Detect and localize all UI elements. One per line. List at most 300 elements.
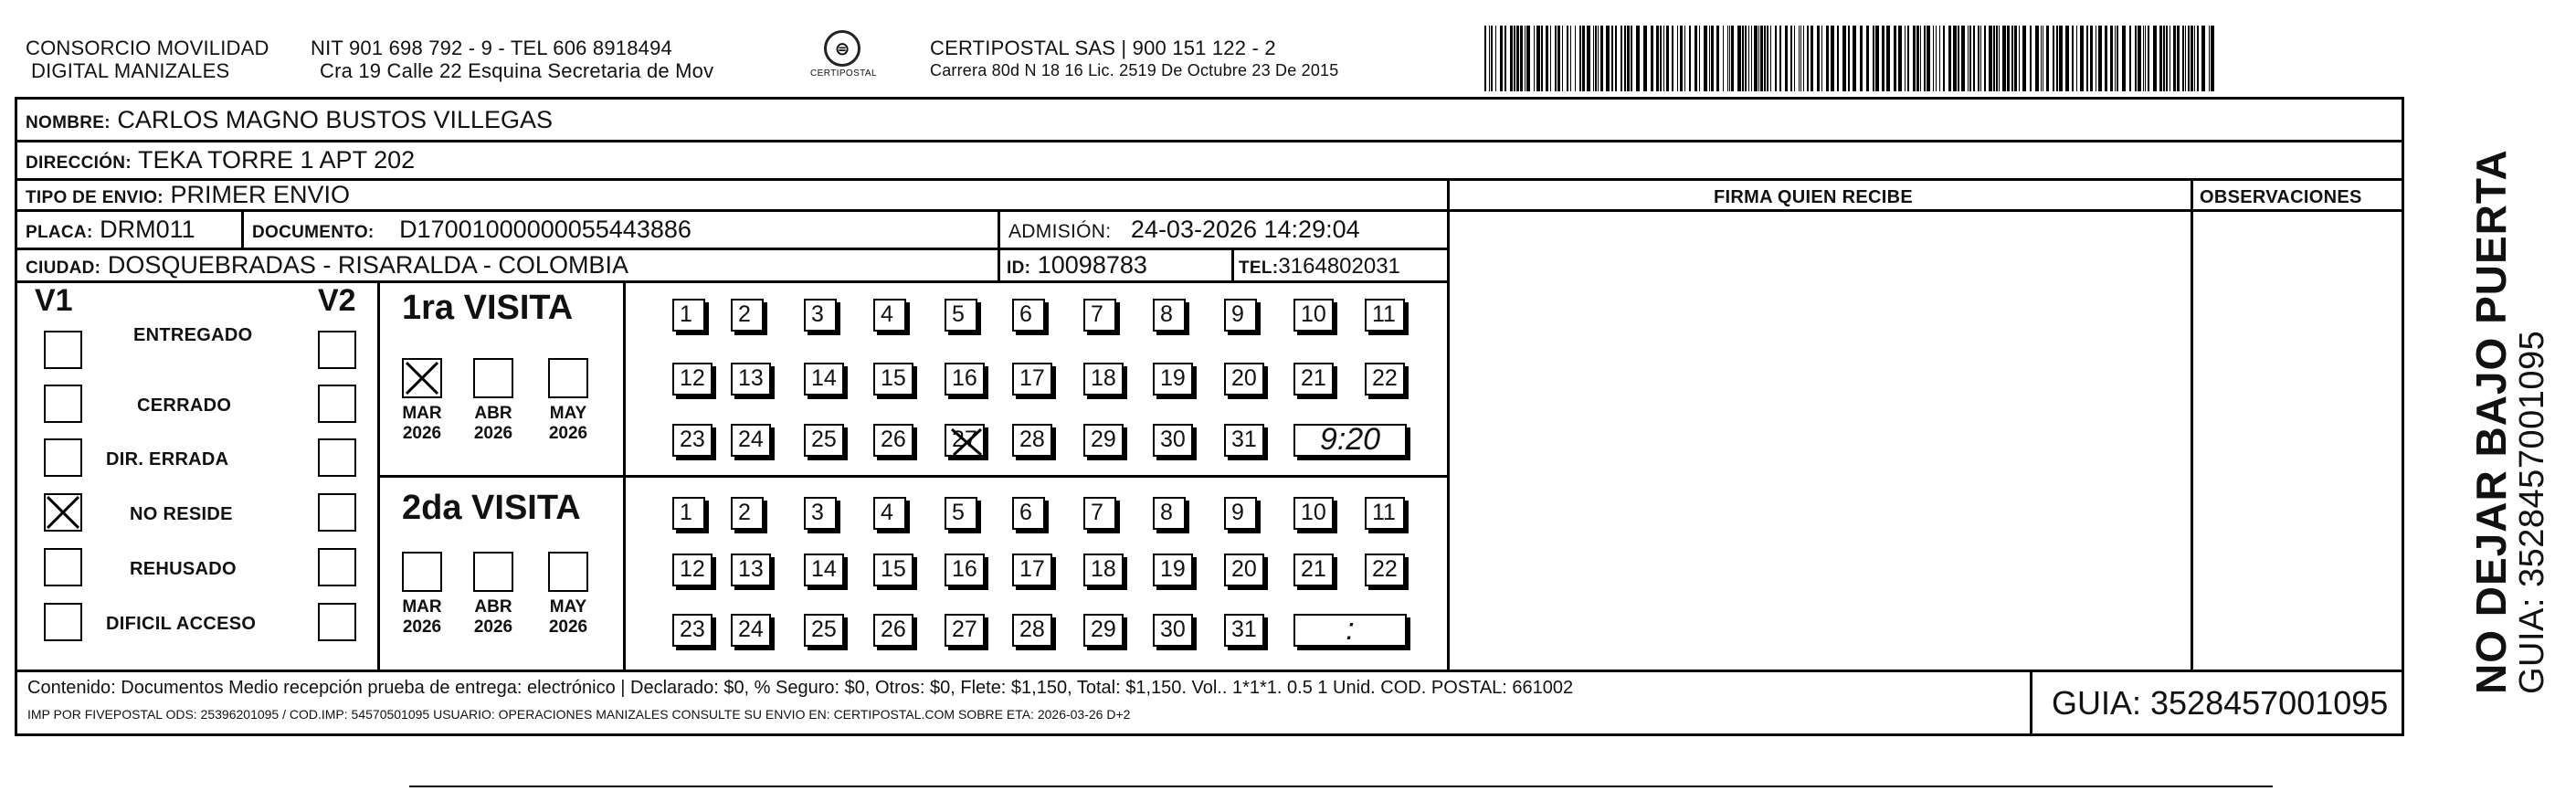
month-checkbox xyxy=(548,358,588,398)
barcode-bar xyxy=(2197,26,2199,91)
day-box: 15 xyxy=(873,554,913,586)
barcode-bar xyxy=(1656,26,1659,91)
issuer-address: Cra 19 Calle 22 Esquina Secretaria de Mov xyxy=(320,59,714,82)
v1-label: V1 xyxy=(35,283,73,318)
barcode-bar xyxy=(1873,26,1874,91)
barcode-bar xyxy=(2046,26,2049,91)
reason-label: DIFICIL ACCESO xyxy=(106,614,257,634)
barcode-bar xyxy=(1907,26,1909,91)
day-box: 31 xyxy=(1224,424,1264,457)
barcode-bar xyxy=(1600,26,1603,91)
day-box: 8 xyxy=(1153,497,1186,530)
day-box: 2 xyxy=(731,497,764,530)
reason-label: NO RESIDE xyxy=(130,504,233,524)
barcode-bar xyxy=(1579,26,1581,91)
v1-checkbox xyxy=(44,493,82,532)
id-value: 10098783 xyxy=(1037,251,1147,279)
barcode-bar xyxy=(1961,26,1965,91)
courier-address: Carrera 80d N 18 16 Lic. 2519 De Octubre 23 De 2015 xyxy=(930,61,1339,79)
barcode-bar xyxy=(2188,26,2190,91)
barcode-bar xyxy=(2166,26,2168,91)
observations-header: OBSERVACIONES xyxy=(2200,187,2362,207)
barcode-bar xyxy=(1729,26,1730,91)
barcode-bar xyxy=(1943,26,1945,91)
barcode-bar xyxy=(1842,26,1846,91)
barcode-bar xyxy=(1826,26,1829,91)
barcode-bar xyxy=(2145,26,2146,91)
barcode-bar xyxy=(1760,26,1763,91)
barcode-bar xyxy=(1933,26,1934,91)
barcode-bar xyxy=(1790,26,1792,91)
barcode-bar xyxy=(1980,26,1981,91)
barcode-bar xyxy=(1593,26,1594,91)
courier-block xyxy=(930,37,1338,81)
month-year: 2026 xyxy=(548,617,588,637)
day-box: 8 xyxy=(1153,299,1186,332)
day-box: 14 xyxy=(804,363,844,396)
reason-label: CERRADO xyxy=(137,396,232,416)
courier-logo-caption: CERTIPOSTAL xyxy=(810,69,877,79)
tear-line xyxy=(409,786,2273,787)
day-box: 1 xyxy=(672,299,705,332)
day-box: 7 xyxy=(1083,299,1116,332)
barcode-bar xyxy=(1567,26,1568,91)
day-box: 22 xyxy=(1365,554,1405,586)
side-guide: GUIA: 3528457001095 xyxy=(2513,330,2551,694)
barcode-bar xyxy=(2135,26,2137,91)
barcode-bar xyxy=(1754,26,1758,91)
recipient-address: TEKA TORRE 1 APT 202 xyxy=(137,146,416,174)
day-box: 12 xyxy=(672,554,713,586)
barcode-bar xyxy=(1913,26,1916,91)
day-box: 23 xyxy=(672,424,713,457)
day-box: 31 xyxy=(1224,614,1264,647)
day-box: 9 xyxy=(1224,497,1257,530)
barcode-bar xyxy=(1660,26,1662,91)
barcode-bar xyxy=(1886,26,1890,91)
day-box: 22 xyxy=(1365,363,1405,396)
barcode-bar xyxy=(1764,26,1766,91)
day-box: 16 xyxy=(945,363,985,396)
address-row xyxy=(26,146,415,177)
v1-checkbox xyxy=(44,331,82,369)
day-box: 16 xyxy=(945,554,985,586)
barcode-bar xyxy=(1775,26,1777,91)
v2-checkbox xyxy=(318,385,356,423)
footer-guide: GUIA: 3528457001095 xyxy=(2052,684,2389,722)
barcode-bar xyxy=(2163,26,2165,91)
day-box: 14 xyxy=(804,554,844,586)
barcode-bar xyxy=(1704,26,1707,91)
day-box: 26 xyxy=(873,424,913,457)
day-box: 28 xyxy=(1012,424,1052,457)
document-cell xyxy=(252,216,692,247)
barcode-bar xyxy=(2076,26,2077,91)
barcode-bar xyxy=(2041,26,2042,91)
barcode-bar xyxy=(1495,26,1496,91)
day-box: 30 xyxy=(1153,424,1193,457)
issuer-nit: NIT 901 698 792 - 9 - TEL 606 8918494 xyxy=(311,37,672,59)
day-box: 13 xyxy=(731,363,771,396)
barcode-bar xyxy=(2115,26,2116,91)
barcode-bar xyxy=(1817,26,1820,91)
day-box: 20 xyxy=(1224,554,1264,586)
barcode-bar xyxy=(1711,26,1714,91)
barcode-bar xyxy=(1916,26,1919,91)
barcode-bar xyxy=(2182,26,2184,91)
admission-cell xyxy=(1008,216,1360,246)
barcode-bar xyxy=(1631,26,1632,91)
day-box: 28 xyxy=(1012,614,1052,647)
visit1-title: 1ra VISITA xyxy=(402,289,574,327)
barcode-bar xyxy=(1794,26,1795,91)
day-box: 24 xyxy=(731,614,771,647)
day-box: 2 xyxy=(731,299,764,332)
barcode-bar xyxy=(1562,26,1563,91)
barcode-bar xyxy=(1785,26,1788,91)
barcode-bar xyxy=(1570,26,1571,91)
barcode-bar xyxy=(1598,26,1599,91)
barcode-bar xyxy=(1939,26,1940,91)
barcode-bar xyxy=(2211,26,2214,91)
barcode-bar xyxy=(1953,26,1957,91)
barcode-bar xyxy=(1582,26,1585,91)
tel-label: TEL: xyxy=(1239,258,1279,278)
issuer-block xyxy=(26,37,269,82)
barcode-bar xyxy=(2056,26,2058,91)
barcode-bar xyxy=(1924,26,1926,91)
day-box: 17 xyxy=(1012,363,1052,396)
day-box: 7 xyxy=(1083,497,1116,530)
barcode-bar xyxy=(1555,26,1557,91)
day-box: 12 xyxy=(672,363,713,396)
v1-checkbox xyxy=(44,603,82,641)
barcode-bar xyxy=(1799,26,1800,91)
month-label xyxy=(466,597,521,638)
month-checkbox xyxy=(402,358,442,398)
day-box: 21 xyxy=(1293,554,1334,586)
city-cell xyxy=(26,251,628,282)
courier-name: CERTIPOSTAL SAS | 900 151 122 - 2 xyxy=(930,37,1276,59)
barcode-bar xyxy=(2007,26,2010,91)
day-box: 3 xyxy=(804,299,837,332)
issuer-contact-block xyxy=(311,37,713,82)
barcode-bar xyxy=(1731,26,1734,91)
barcode-bar xyxy=(1779,26,1781,91)
address-label: DIRECCIÓN: xyxy=(26,153,132,173)
barcode-bar xyxy=(2209,26,2210,91)
barcode-bar xyxy=(2173,26,2176,91)
barcode-bar xyxy=(1699,26,1700,91)
day-box: 15 xyxy=(873,363,913,396)
barcode-bar xyxy=(2053,26,2054,91)
barcode-bar xyxy=(1751,26,1752,91)
barcode-bar xyxy=(1666,26,1669,91)
barcode-bar xyxy=(2143,26,2144,91)
barcode-bar xyxy=(2059,26,2063,91)
barcode-bar xyxy=(1716,26,1719,91)
barcode-bar xyxy=(2117,26,2118,91)
name-label: NOMBRE: xyxy=(26,113,111,132)
side-warning: NO DEJAR BAJO PUERTA xyxy=(2467,149,2515,694)
barcode-bar xyxy=(1723,26,1724,91)
barcode-bar xyxy=(2194,26,2195,91)
v1-checkbox xyxy=(44,385,82,423)
barcode-bar xyxy=(1807,26,1809,91)
barcode-bar xyxy=(1767,26,1768,91)
month-year: 2026 xyxy=(473,617,513,637)
form-frame xyxy=(15,97,2404,736)
month-label xyxy=(395,597,449,638)
barcode-bar xyxy=(2086,26,2088,91)
barcode-bar xyxy=(1978,26,1980,91)
barcode-bar xyxy=(2080,26,2084,91)
plate-value: DRM011 xyxy=(100,216,195,243)
day-box: 27 xyxy=(945,614,985,647)
barcode-bar xyxy=(1546,26,1548,91)
barcode-bar xyxy=(1803,26,1804,91)
day-box: 26 xyxy=(873,614,913,647)
v2-checkbox xyxy=(318,548,356,586)
barcode-bar xyxy=(2019,26,2020,91)
visit2-title: 2da VISITA xyxy=(402,489,581,527)
barcode-bar xyxy=(1989,26,1992,91)
barcode-bar xyxy=(1927,26,1930,91)
barcode-bar xyxy=(1680,26,1683,91)
v2-checkbox xyxy=(318,603,356,641)
month-name: ABR xyxy=(474,597,512,617)
day-box: 19 xyxy=(1153,363,1193,396)
barcode-bar xyxy=(1770,26,1771,91)
barcode-bar xyxy=(1611,26,1613,91)
barcode-bar xyxy=(1905,26,1906,91)
admission-label: ADMISIÓN: xyxy=(1008,221,1112,242)
barcode-bar xyxy=(2129,26,2131,91)
reason-label: REHUSADO xyxy=(130,559,237,579)
barcode-bar xyxy=(1534,26,1535,91)
barcode-bar xyxy=(1831,26,1834,91)
barcode-bar xyxy=(1526,26,1530,91)
barcode-bar xyxy=(1996,26,1998,91)
barcode-bar xyxy=(1860,26,1863,91)
month-name: MAY xyxy=(549,597,587,617)
barcode-bar xyxy=(2122,26,2126,91)
barcode-bar xyxy=(1672,26,1673,91)
id-label: ID: xyxy=(1007,258,1031,278)
reason-label: DIR. ERRADA xyxy=(106,449,229,469)
issuer-name-line2: DIGITAL MANIZALES xyxy=(31,59,230,82)
barcode-bar xyxy=(2185,26,2186,91)
day-box: 25 xyxy=(804,614,844,647)
barcode-bar xyxy=(1811,26,1813,91)
barcode-bar xyxy=(1615,26,1617,91)
month-name: MAR xyxy=(402,597,442,617)
plate-label: PLACA: xyxy=(26,223,93,242)
barcode-bar xyxy=(1550,26,1551,91)
barcode-bar xyxy=(1510,26,1513,91)
day-box: 29 xyxy=(1083,614,1124,647)
day-box: 23 xyxy=(672,614,713,647)
barcode-bar xyxy=(1993,26,1995,91)
v2-checkbox xyxy=(318,493,356,532)
day-box: 6 xyxy=(1012,497,1045,530)
barcode-bar xyxy=(2159,26,2162,91)
day-box: 18 xyxy=(1083,363,1124,396)
barcode-bar xyxy=(2098,26,2102,91)
v2-checkbox xyxy=(318,438,356,477)
barcode-bar xyxy=(2065,26,2069,91)
tel-value: 3164802031 xyxy=(1278,254,1400,279)
day-box: 5 xyxy=(945,299,977,332)
day-box: 9 xyxy=(1224,299,1257,332)
barcode-bar xyxy=(1684,26,1685,91)
barcode-bar xyxy=(1621,26,1622,91)
barcode-bar xyxy=(1520,26,1523,91)
barcode-bar xyxy=(2138,26,2141,91)
day-box: 11 xyxy=(1365,497,1405,530)
day-box: 13 xyxy=(731,554,771,586)
barcode-bar xyxy=(2072,26,2074,91)
document-value: D17001000000055443886 xyxy=(399,216,692,243)
barcode-bar xyxy=(1489,26,1490,91)
barcode-bar xyxy=(1663,26,1664,91)
barcode xyxy=(1484,26,2217,91)
barcode-bar xyxy=(1758,26,1759,91)
barcode-bar xyxy=(2148,26,2149,91)
barcode-bar xyxy=(2090,26,2093,91)
barcode-bar xyxy=(1536,26,1540,91)
barcode-bar xyxy=(1606,26,1610,91)
barcode-bar xyxy=(1800,26,1801,91)
day-box: 1 xyxy=(672,497,705,530)
barcode-bar xyxy=(2014,26,2017,91)
month-year: 2026 xyxy=(473,424,513,443)
barcode-bar xyxy=(1742,26,1744,91)
barcode-bar xyxy=(2030,26,2032,91)
barcode-bar xyxy=(1737,26,1741,91)
day-box: 6 xyxy=(1012,299,1045,332)
barcode-bar xyxy=(1525,26,1526,91)
time-box: : xyxy=(1293,614,1407,647)
month-name: MAR xyxy=(402,404,442,423)
barcode-bar xyxy=(1894,26,1896,91)
month-label xyxy=(395,404,449,444)
barcode-bar xyxy=(1587,26,1590,91)
barcode-bar xyxy=(1837,26,1839,91)
barcode-bar xyxy=(2153,26,2157,91)
month-checkbox xyxy=(473,358,513,398)
barcode-bar xyxy=(2011,26,2013,91)
id-cell xyxy=(1007,251,1147,282)
city-label: CIUDAD: xyxy=(26,258,101,278)
barcode-bar xyxy=(1848,26,1850,91)
day-box: 25 xyxy=(804,424,844,457)
day-box: 20 xyxy=(1224,363,1264,396)
barcode-bar xyxy=(1969,26,1971,91)
barcode-bar xyxy=(1575,26,1576,91)
v2-checkbox xyxy=(318,331,356,369)
v2-label: V2 xyxy=(318,283,356,318)
barcode-bar xyxy=(1999,26,2000,91)
city-value: DOSQUEBRADAS - RISARALDA - COLOMBIA xyxy=(107,251,628,279)
side-note xyxy=(2468,149,2550,694)
barcode-bar xyxy=(1491,26,1493,91)
barcode-bar xyxy=(1627,26,1630,91)
barcode-bar xyxy=(2177,26,2180,91)
barcode-bar xyxy=(2022,26,2026,91)
day-box: 3 xyxy=(804,497,837,530)
barcode-bar xyxy=(1624,26,1626,91)
plate-cell xyxy=(26,216,195,247)
document-label: DOCUMENTO: xyxy=(252,223,375,242)
day-box: 27 xyxy=(945,424,985,457)
barcode-bar xyxy=(1936,26,1937,91)
tel-cell xyxy=(1239,253,1400,282)
day-box: 10 xyxy=(1293,497,1334,530)
month-checkbox xyxy=(473,552,513,592)
barcode-bar xyxy=(1557,26,1560,91)
barcode-bar xyxy=(1709,26,1710,91)
day-box: 30 xyxy=(1153,614,1193,647)
barcode-bar xyxy=(1727,26,1728,91)
name-row xyxy=(26,106,553,137)
day-box: 5 xyxy=(945,497,977,530)
day-box: 21 xyxy=(1293,363,1334,396)
day-box: 29 xyxy=(1083,424,1124,457)
barcode-bar xyxy=(1516,26,1519,91)
month-year: 2026 xyxy=(402,424,442,443)
barcode-bar xyxy=(1636,26,1640,91)
barcode-bar xyxy=(1651,26,1653,91)
day-box: 18 xyxy=(1083,554,1124,586)
day-box: 11 xyxy=(1365,299,1405,332)
barcode-bar xyxy=(1643,26,1647,91)
footer-contents: Contenido: Documentos Medio recepción prueba de entrega: electrónico | Declarado: $0, % Seguro: $0, Otros: $0, Flete: $1,150, Total: $1,150. Vol.. 1*1*1. 0.5 1 Unid. COD. POSTAL: 661002 xyxy=(27,678,1574,698)
courier-logo xyxy=(810,30,877,89)
v1-checkbox xyxy=(44,548,82,586)
barcode-bar xyxy=(1875,26,1879,91)
barcode-bar xyxy=(1500,26,1503,91)
day-box: 10 xyxy=(1293,299,1334,332)
barcode-bar xyxy=(2105,26,2107,91)
day-box: 24 xyxy=(731,424,771,457)
month-year: 2026 xyxy=(402,617,442,637)
barcode-bar xyxy=(1694,26,1697,91)
month-checkbox xyxy=(402,552,442,592)
day-mark xyxy=(950,427,983,457)
barcode-bar xyxy=(1689,26,1691,91)
barcode-bar xyxy=(1984,26,1986,91)
barcode-bar xyxy=(1948,26,1951,91)
barcode-bar xyxy=(1853,26,1856,91)
barcode-bar xyxy=(1968,26,1969,91)
signature-header: FIRMA QUIEN RECIBE xyxy=(1714,187,1913,207)
month-label xyxy=(541,404,596,444)
barcode-bar xyxy=(1677,26,1678,91)
barcode-bar xyxy=(1920,26,1921,91)
barcode-bar xyxy=(1484,26,1486,91)
day-box: 19 xyxy=(1153,554,1193,586)
month-name: ABR xyxy=(474,404,512,423)
recipient-name: CARLOS MAGNO BUSTOS VILLEGAS xyxy=(117,106,554,133)
send-type-label: TIPO DE ENVIO: xyxy=(26,188,164,207)
courier-logo-icon: ⊜ xyxy=(824,30,860,67)
day-box: 4 xyxy=(873,497,906,530)
v1-checkbox xyxy=(44,438,82,477)
barcode-bar xyxy=(2201,26,2205,91)
time-box: 9:20 xyxy=(1293,424,1407,457)
barcode-bar xyxy=(2191,26,2193,91)
